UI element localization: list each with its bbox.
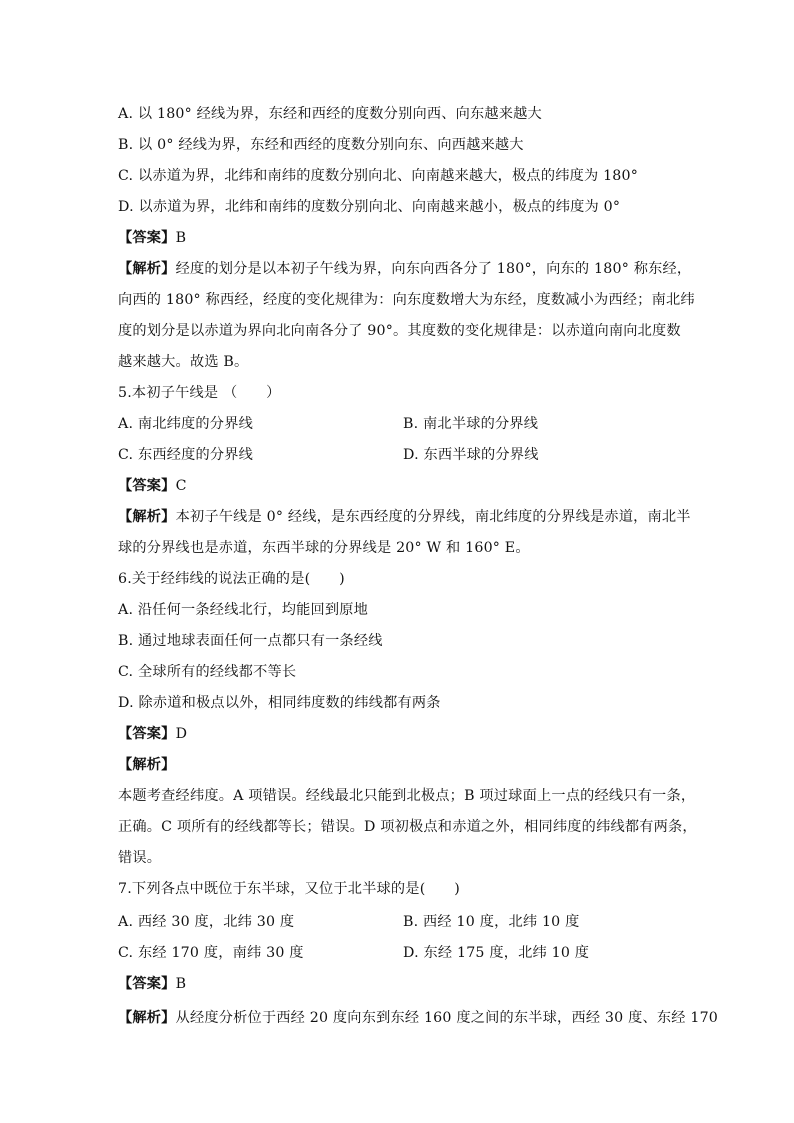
answer-label: 【答案】 [118,976,176,992]
q6-option-d: D. 除赤道和极点以外，相同纬度数的纬线都有两条 [118,695,441,711]
q6-answer [118,724,187,744]
q7-option-a: A. 西经 30 度，北纬 30 度 [118,914,295,930]
q4-analysis-line-2: 向西的 180° 称西经，经度的变化规律为：向东度数增大为东经，度数减小为西经；南北纬 [118,292,695,308]
q4-option-a: A. 以 180° 经线为界，东经和西经的度数分别向西、向东越来越大 [118,106,542,122]
q7-option-c: C. 东经 170 度，南纬 30 度 [118,945,304,961]
analysis-label: 【解析】 [118,261,176,277]
q6-analysis-label: 【解析】 [118,757,176,773]
analysis-label: 【解析】 [118,509,176,525]
q6-stem: 6.关于经纬线的说法正确的是( ) [118,571,345,587]
q6-analysis-line-3: 错误。 [118,850,162,866]
answer-value: C [175,478,187,494]
answer-label: 【答案】 [118,478,176,494]
q4-option-c: C. 以赤道为界，北纬和南纬的度数分别向北、向南越来越大，极点的纬度为 180° [118,168,639,184]
q5-option-b: B. 南北半球的分界线 [403,416,539,432]
q7-options-row-1 [118,912,580,932]
q5-option-c: C. 东西经度的分界线 [118,447,254,463]
q4-analysis-line-4: 越来越大。故选 B。 [118,354,249,370]
answer-value: B [175,230,187,246]
q6-analysis-line-2: 正确。C 项所有的经线都等长；错误。D 项初极点和赤道之外，相同纬度的纬线都有两条， [118,819,697,835]
q7-stem: 7.下列各点中既位于东半球，又位于北半球的是( ) [118,881,460,897]
q6-option-b: B. 通过地球表面任何一点都只有一条经线 [118,633,383,649]
q4-option-b: B. 以 0° 经线为界，东经和西经的度数分别向东、向西越来越大 [118,137,524,153]
answer-label: 【答案】 [118,230,176,246]
q5-stem: 5.本初子午线是 （ ） [118,385,281,401]
q5-answer [118,476,187,496]
q7-option-d: D. 东经 175 度，北纬 10 度 [403,945,590,961]
analysis-text: 本初子午线是 0° 经线，是东西经度的分界线，南北纬度的分界线是赤道，南北半 [175,509,691,525]
q7-analysis-line-1 [118,1008,718,1028]
answer-value: B [175,976,187,992]
analysis-label: 【解析】 [118,1010,176,1026]
q6-analysis-line-1: 本题考查经纬度。A 项错误。经线最北只能到北极点；B 项过球面上一点的经线只有一条， [118,788,696,804]
q4-option-d: D. 以赤道为界，北纬和南纬的度数分别向北、向南越来越小，极点的纬度为 0° [118,199,621,215]
q7-option-b: B. 西经 10 度，北纬 10 度 [403,914,580,930]
q4-analysis-line-1 [118,259,691,279]
q7-options-row-2 [118,943,590,963]
q4-answer [118,228,186,248]
analysis-text: 从经度分析位于西经 20 度向东到东经 160 度之间的东半球，西经 30 度、东经 170 [175,1010,719,1026]
answer-value: D [175,726,188,742]
q5-analysis-line-2: 球的分界线也是赤道，东西半球的分界线是 20° W 和 160° E。 [118,540,530,556]
q5-analysis-line-1 [118,507,691,527]
q7-answer [118,974,186,994]
q6-option-c: C. 全球所有的经线都不等长 [118,664,297,680]
q5-option-a: A. 南北纬度的分界线 [118,416,253,432]
q5-option-d: D. 东西半球的分界线 [403,447,539,463]
q5-options-row-2 [118,445,539,465]
q4-analysis-line-3: 度的划分是以赤道为界向北向南各分了 90°。其度数的变化规律是：以赤道向南向北度数 [118,323,681,339]
q6-option-a: A. 沿任何一条经线北行，均能回到原地 [118,602,369,618]
q5-options-row-1 [118,414,539,434]
analysis-text: 经度的划分是以本初子午线为界，向东向西各分了 180°，向东的 180° 称东经， [175,261,692,277]
answer-label: 【答案】 [118,726,176,742]
